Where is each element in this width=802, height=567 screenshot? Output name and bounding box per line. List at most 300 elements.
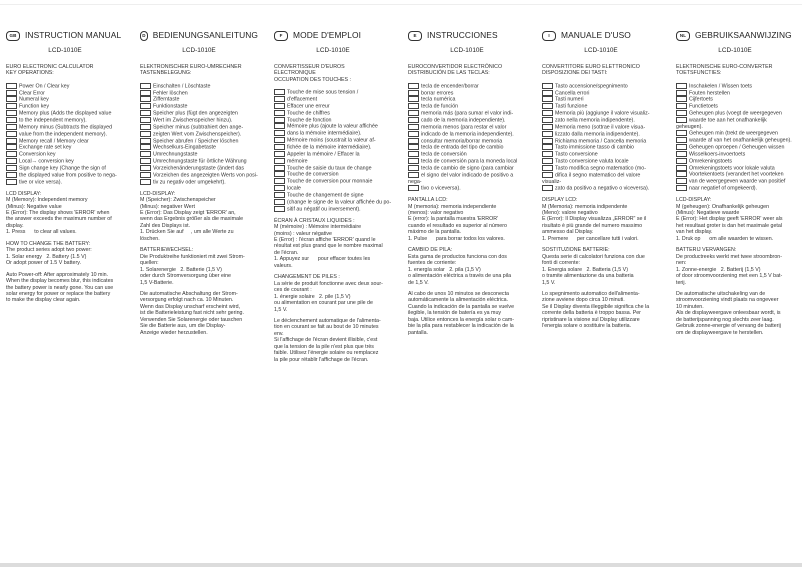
text-line: Le déclenchement automatique de l'alimenta- xyxy=(274,317,381,324)
column-header xyxy=(6,30,124,41)
text-line: Fouten herstellen xyxy=(689,89,730,96)
text-line: Cuando la indicación de la pantalla se vuelve xyxy=(408,303,515,310)
text-line: (menos): valor negativo xyxy=(408,209,464,216)
text-line: ammesso dal Display. xyxy=(542,229,594,236)
text-line: E (Error): The display shows 'ERROR' when xyxy=(6,209,110,216)
text-line: pantalla. xyxy=(408,329,429,336)
key-icon xyxy=(676,90,687,96)
text-line: Tasto immissione tasso di cambio xyxy=(555,144,634,151)
key-icon xyxy=(274,110,285,116)
text-line: Vorzeichen des angezeigten Werts von posi- xyxy=(153,172,258,179)
key-icon xyxy=(542,103,553,109)
key-icon xyxy=(676,137,687,143)
text-line: zione avviene dopo circa 10 minuti. xyxy=(542,297,625,304)
text-line: fichée de la mémoire intermédiaire). xyxy=(287,144,372,151)
text-line: DISPLAY LCD: xyxy=(542,197,578,204)
text-line: Si l'affichage de l'écran devient illisible, c'est xyxy=(274,337,378,344)
text-line: van het display. xyxy=(676,229,713,236)
text-line: d'effacement xyxy=(287,96,318,103)
key-icon xyxy=(6,144,17,150)
column-e xyxy=(408,30,526,336)
column-header xyxy=(408,30,526,41)
column-title: MODE D'EMPLOI xyxy=(293,30,362,41)
key-icon xyxy=(542,83,553,89)
key-icon xyxy=(408,144,419,150)
key-icon xyxy=(140,83,151,89)
text-line: (Meno): valore negativo xyxy=(542,209,598,216)
key-icon xyxy=(274,158,285,164)
text-line: M (geheugen): Onafhankelijk geheugen xyxy=(676,203,770,210)
column-d xyxy=(140,30,258,336)
text-line: wenn das Ergebnis größer als die maximale xyxy=(140,216,244,223)
text-line: Umrechnungstaste xyxy=(153,151,198,158)
key-icon xyxy=(676,185,687,191)
text-line: om de displayweergave te herstellen. xyxy=(676,329,764,336)
text-line: Functietoets xyxy=(689,103,718,110)
key-icon xyxy=(676,151,687,157)
text-line: Mémoire moins (soustrait la valeur af- xyxy=(287,137,376,144)
column-gb xyxy=(6,30,124,304)
text-line: de l'écran. xyxy=(274,249,299,256)
text-line: valeurs. xyxy=(274,262,293,269)
section-keys xyxy=(676,83,794,192)
key-icon xyxy=(274,178,285,184)
key-icon xyxy=(140,90,151,96)
text-line: When the display becomes blur, this indicates xyxy=(6,278,114,285)
text-line: Numeral key xyxy=(19,96,49,103)
key-icon xyxy=(6,110,17,116)
text-line: consultar memoria/borrar memoria xyxy=(421,138,503,144)
text-line: Touche de mise sous tension / xyxy=(287,89,359,96)
language-badge: I xyxy=(542,31,556,41)
text-line: baja. Utilice entonces la energía solar o cam- xyxy=(408,316,514,323)
text-line: 1. energía solar 2. pila (1,5 V) xyxy=(408,266,481,273)
text-line: (Minus): Negative value xyxy=(6,203,62,210)
text-line: dans la mémoire intermédiaire). xyxy=(287,130,362,137)
text-line: 1. énergie solaire 2. pile (1,5 V) xyxy=(274,293,351,300)
text-line: cuando el resultado es superior al número xyxy=(408,222,507,229)
key-icon xyxy=(542,90,553,96)
key-icon xyxy=(6,117,17,123)
text-line: Touche de conversion xyxy=(287,171,339,178)
text-line: borrar errores xyxy=(421,89,454,96)
text-line: Wisselkoers-invoertoets xyxy=(689,151,746,158)
text-line: solar energy for power or replace the battery xyxy=(6,290,111,297)
text-line: Voortekentoets (verandert het voorteken xyxy=(689,171,784,178)
text-line: Memoria più (aggiunge il valore visualiz- xyxy=(555,110,650,117)
text-line: löschen. xyxy=(140,235,160,242)
model-number: LCD-1010E xyxy=(182,47,216,54)
column-header xyxy=(274,30,392,41)
text-line: résultat est plus grand que le nombre maximal xyxy=(274,243,383,250)
key-icon xyxy=(408,103,419,109)
text-line: terij. xyxy=(676,279,687,286)
text-line: Mémoire plus (ajoute la valeur affichée xyxy=(287,123,378,130)
section-keys xyxy=(140,83,258,186)
text-line: Tasti numeri xyxy=(555,96,584,103)
text-line: value from the independent memory). xyxy=(19,131,108,138)
key-icon xyxy=(274,137,285,143)
section-auto-off xyxy=(274,318,392,363)
text-line: to the independent memory). xyxy=(19,117,87,124)
model-number: LCD-1010E xyxy=(316,47,350,54)
key-icon xyxy=(408,124,419,130)
text-line: nen: xyxy=(676,260,687,267)
column-i xyxy=(542,30,660,330)
text-line: de batterijspanning nog slechts zeer laag. xyxy=(676,316,774,323)
text-line: E (Error) : l'écran affiche 'ERROR' quand le xyxy=(274,237,376,243)
key-icon xyxy=(274,199,285,205)
text-line: Or adopt power of 1.5 V battery. xyxy=(6,260,81,267)
text-line: Clear Error xyxy=(19,89,45,96)
key-icon xyxy=(408,131,419,137)
text-line: to make the display clear again. xyxy=(6,297,81,304)
text-line: locale xyxy=(287,185,301,192)
text-line: indicado de la memoria independiente). xyxy=(421,131,514,138)
top-rule xyxy=(0,4,802,5)
text-line: oder durch Stromversorgung über eine xyxy=(140,273,231,280)
text-line: la pile pour rétablir l'affichage de l'écran. xyxy=(274,356,369,363)
text-line: tion en courant se fait au bout de 10 minutes xyxy=(274,324,379,331)
text-line: tecla de entrada del tipo de cambio xyxy=(421,144,504,151)
key-icon xyxy=(140,96,151,102)
text-line: risultato è più grande del numero massimo xyxy=(542,222,643,229)
text-line: 1,5 V. xyxy=(542,279,556,286)
section-keys xyxy=(6,83,124,186)
key-icon xyxy=(542,144,553,150)
column-title: GEBRUIKSAANWIJZING xyxy=(695,30,792,41)
key-icon xyxy=(408,96,419,102)
text-line: SOSTITUZIONE BATTERIE: xyxy=(542,247,610,254)
text-line: ces de courant : xyxy=(274,287,312,294)
section-keys xyxy=(542,83,660,192)
intro: ELEKTRONISCHE EURO-CONVERTER TOETSFUNCTIES: xyxy=(676,63,773,77)
text-line: LCD DISPLAY: xyxy=(6,190,42,197)
key-icon xyxy=(6,131,17,137)
key-icon xyxy=(274,192,285,198)
key-icon xyxy=(408,151,419,157)
text-line: versorgung erfolgt nach ca. 10 Minuten. xyxy=(140,297,234,304)
text-line: tecla de función xyxy=(421,103,459,110)
section-lcd xyxy=(274,218,392,270)
text-line: Local→ conversion key xyxy=(19,158,74,165)
text-line: 1. Press to clear all values. xyxy=(6,229,77,236)
key-icon xyxy=(140,131,151,137)
key-icon xyxy=(542,96,553,102)
text-line: Sie die Batterie aus, um die Display- xyxy=(140,323,226,330)
language-badge: D xyxy=(140,31,148,41)
section-battery xyxy=(676,247,794,286)
text-line: Gebruik zonne-energie of vervang de batterij xyxy=(676,323,781,330)
text-line: 1. Solar energy 2. Battery (1.5 V) xyxy=(6,253,87,260)
text-line: 10 minuten. xyxy=(676,303,704,310)
key-icon xyxy=(542,165,553,171)
key-icon xyxy=(676,158,687,164)
text-line: Speicher plus (fügt den angezeigten xyxy=(153,110,238,117)
key-icon xyxy=(6,83,17,89)
key-icon xyxy=(408,138,419,144)
text-line: 1. Appuyez sur pour effacer toutes les xyxy=(274,256,371,263)
column-f xyxy=(274,30,392,363)
text-line: sitif au négatif ou inversement). xyxy=(287,206,361,213)
section-battery xyxy=(140,247,258,286)
text-line: Die automatische Abschaltung der Strom- xyxy=(140,290,238,297)
text-line: Tasti funzione xyxy=(555,103,588,110)
intro: EUROCONVERTIDOR ELECTRÓNICO DISTRIBUCIÓN DE LAS TECLAS: xyxy=(408,63,503,77)
key-icon xyxy=(676,130,687,136)
text-line: Exchange rate set key xyxy=(19,144,72,151)
text-line: Zifferntaste xyxy=(153,96,180,103)
section-auto-off xyxy=(542,291,660,330)
key-icon xyxy=(274,89,285,95)
text-line: Wenn das Display unscharf erscheint wird, xyxy=(140,303,240,310)
column-nl xyxy=(676,30,794,336)
text-line: 1,5 V-Batterie. xyxy=(140,279,174,286)
column-title: MANUALE D'USO xyxy=(561,30,631,41)
text-line: Tasto conversione valuta locale xyxy=(555,158,629,165)
section-battery xyxy=(274,274,392,313)
text-line: the answer exceeds the maximum number of xyxy=(6,216,112,223)
key-icon xyxy=(542,185,553,191)
key-icon xyxy=(676,103,687,109)
column-title: BEDIENUNGSANLEITUNG xyxy=(152,30,258,41)
key-icon xyxy=(274,103,285,109)
text-line: CHANGEMENT DE PILES : xyxy=(274,274,340,281)
text-line: quellen: xyxy=(140,260,159,267)
text-line: o alimentación eléctrica a través de una pila xyxy=(408,273,512,280)
section-auto-off xyxy=(6,272,124,304)
key-icon xyxy=(6,179,17,185)
key-icon xyxy=(140,103,151,109)
text-line: Speicher minus (subtrahiert den ange- xyxy=(153,124,244,131)
text-line: LCD-DISPLAY: xyxy=(140,190,176,197)
model-number: LCD-1010E xyxy=(48,47,82,54)
key-icon xyxy=(408,90,419,96)
key-icon xyxy=(140,151,151,157)
text-line: 1. Drücken Sie auf , um alle Werte zu xyxy=(140,229,234,236)
section-keys xyxy=(274,89,392,212)
key-icon xyxy=(6,165,17,171)
column-header xyxy=(676,30,794,41)
text-line: E (error): la pantalla muestra 'ERROR' xyxy=(408,216,499,223)
text-line: the battery power is nearly gone. You can use xyxy=(6,284,114,291)
section-lcd xyxy=(676,197,794,242)
text-line: display. xyxy=(6,222,24,229)
key-icon xyxy=(542,131,553,137)
text-line: bie la pila para restablecer la indicación de la xyxy=(408,323,514,330)
key-icon xyxy=(408,172,419,178)
text-line: Als de displayweergave onleesbaar wordt, is xyxy=(676,310,781,317)
text-line: Esta gama de productos funciona con dos xyxy=(408,253,507,260)
key-icon xyxy=(542,151,553,157)
key-icon xyxy=(140,144,151,150)
text-line: cado de la memoria independiente). xyxy=(421,117,506,124)
language-badge: F xyxy=(274,31,288,41)
text-line: Touche de changement de signe xyxy=(287,192,364,199)
text-line: automáticamente la alimentación eléctrica. xyxy=(408,297,509,304)
section-auto-off xyxy=(140,291,258,336)
text-line: PANTALLA LCD: xyxy=(408,197,448,204)
text-line: Memory plus (Adds the displayed value xyxy=(19,110,112,117)
text-line: E (Error): Il Display visualizza „ERROR" se il xyxy=(542,216,647,223)
key-icon xyxy=(140,165,151,171)
text-line: Conversion key xyxy=(19,151,56,158)
key-icon xyxy=(408,83,419,89)
text-line: Memoria meno (sottrae il valore visua- xyxy=(555,124,646,131)
key-icon xyxy=(140,172,151,178)
text-line: tecla de encender/borrar xyxy=(421,83,479,90)
key-icon xyxy=(140,110,151,116)
text-line: Tasto conversione xyxy=(555,151,598,158)
key-icon xyxy=(408,165,419,171)
key-icon xyxy=(6,96,17,102)
text-line: o tramite alimentazione da una batteria xyxy=(542,273,634,280)
text-line: 1. Pulse para borrar todos los valores. xyxy=(408,235,505,242)
key-icon xyxy=(408,117,419,123)
text-line: difica il segno matematico del valore visualiz- xyxy=(542,172,642,185)
key-icon xyxy=(274,96,285,102)
key-icon xyxy=(274,165,285,171)
key-icon xyxy=(676,83,687,89)
text-line: Touche de fonction xyxy=(287,117,332,124)
text-line: M (mémoire) : Mémoire intermédiaire xyxy=(274,224,362,231)
text-line: el signo del valor indicado de positivo a nega- xyxy=(408,172,515,185)
text-line: Geheugen plus (voegt de weergegeven xyxy=(689,110,782,117)
section-lcd xyxy=(542,197,660,242)
text-line: máximo de la pantalla. xyxy=(408,229,461,236)
key-icon xyxy=(542,138,553,144)
text-line: faible. Utilisez l'énergie solaire ou remplacez xyxy=(274,350,379,357)
key-icon xyxy=(542,172,553,178)
key-icon xyxy=(676,96,687,102)
text-line: HOW TO CHANGE THE BATTERY: xyxy=(6,240,91,247)
key-icon xyxy=(408,158,419,164)
text-line: of door stroomvoorziening met een 1,5 V bat- xyxy=(676,273,783,280)
text-line: corrente della batteria è troppo bassa. Per xyxy=(542,310,641,317)
key-icon xyxy=(676,165,687,171)
text-line: Inschakelen / Wissen toets xyxy=(689,83,753,90)
intro: CONVERTISSEUR D'EUROS ÉLECTRONIQUE OCCUPATION DES TOUCHES : xyxy=(274,63,352,83)
intro: ELEKTRONISCHER EURO-UMRECHNER TASTENBELEGUNG: xyxy=(140,63,242,77)
text-line: De productreeks werkt met twee stroombron- xyxy=(676,253,782,260)
text-line: waarde af van het onafhankelijk geheugen). xyxy=(689,137,792,144)
text-line: Geheugen oproepen / Geheugen wissen xyxy=(689,144,785,151)
key-icon xyxy=(140,117,151,123)
model-number: LCD-1010E xyxy=(584,47,618,54)
section-lcd xyxy=(6,191,124,236)
key-icon xyxy=(274,206,285,212)
text-line: tiv zu negativ oder umgekehrt). xyxy=(153,179,226,186)
text-line: Zahl des Displays ist. xyxy=(140,222,191,229)
text-line: Al cabo de unos 10 minutos se desconecta xyxy=(408,290,510,297)
footer-bar xyxy=(0,563,802,567)
key-icon xyxy=(676,178,687,184)
text-line: het resultaat groter is dan het maximale getal xyxy=(676,222,782,229)
text-line: 1. Energia solare 2. Batteria (1,5 V) xyxy=(542,266,628,273)
text-line: stroomvoorziening vindt plaats na ongeveer xyxy=(676,297,779,304)
key-icon xyxy=(676,144,687,150)
key-icon xyxy=(6,158,17,164)
text-line: zato da positivo a negativo o viceversa). xyxy=(555,185,650,192)
text-line: Memory minus (Subtracts the displayed xyxy=(19,124,113,131)
text-line: memoria más (para sumar el valor indi- xyxy=(421,110,514,117)
text-line: 1. Premere per cancellare tutti i valori. xyxy=(542,235,639,242)
section-battery xyxy=(542,247,660,286)
text-line: van de weergegeven waarde van positief xyxy=(689,178,786,185)
text-line: env. xyxy=(274,330,284,337)
language-badge: E xyxy=(408,31,422,41)
text-line: Wert im Zwischenspeicher hinzu). xyxy=(153,117,233,124)
text-line: Umrechnungstaste für örtliche Währung xyxy=(153,158,247,165)
text-line: Function key xyxy=(19,103,50,110)
key-icon xyxy=(676,117,687,123)
text-line: zato nella memoria indipendente). xyxy=(555,117,635,124)
text-line: Questa serie di calcolatori funziona con due xyxy=(542,253,645,260)
key-icon xyxy=(6,103,17,109)
text-line: naar negatief of omgekeerd). xyxy=(689,185,758,192)
key-icon xyxy=(408,185,419,191)
text-line: Se il Display diventa illeggibile significa che la xyxy=(542,303,650,310)
text-line: l'energia solare o sostituire la batteria. xyxy=(542,323,632,330)
text-line: tecla numérica xyxy=(421,96,456,103)
key-icon xyxy=(542,158,553,164)
text-line: Sign change key (Change the sign of xyxy=(19,165,106,172)
text-line: ilegible, la tensión de batería es ya muy xyxy=(408,310,502,317)
key-icon xyxy=(542,117,553,123)
key-icon xyxy=(140,179,151,185)
text-line: M (Memory): Independent memory xyxy=(6,197,88,204)
text-line: Die Produktreihe funktioniert mit zwei Strom- xyxy=(140,253,245,260)
text-line: Vorzeichenänderungstaste (ändert das xyxy=(153,165,244,172)
text-line: tive or vice versa). xyxy=(19,179,62,186)
text-line: M (Speicher): Zwischenspeicher xyxy=(140,197,216,204)
text-line: waarde toe aan het onafhankelijk geheugen). xyxy=(676,117,769,130)
key-icon xyxy=(676,171,687,177)
section-auto-off xyxy=(408,291,526,336)
text-line: Lo spegnimento automatico dell'alimenta- xyxy=(542,290,640,297)
key-icon xyxy=(274,117,285,123)
key-icon xyxy=(274,130,285,136)
intro: EURO ELECTRONIC CALCULATOR KEY OPERATIONS: xyxy=(6,63,94,77)
text-line: tecla de conversión para la moneda local xyxy=(421,158,518,165)
text-line: BATTERIJ VERVANGEN: xyxy=(676,247,737,254)
text-line: Tasto accensione/spegnimento xyxy=(555,83,628,90)
text-line: 1. Druk op om alle waarden te wissen. xyxy=(676,235,774,242)
section-battery xyxy=(6,241,124,267)
column-title: INSTRUCCIONES xyxy=(427,30,498,41)
text-line: Cijfertoets xyxy=(689,96,713,103)
text-line: fuentes de corriente: xyxy=(408,260,457,267)
key-icon xyxy=(676,110,687,116)
text-line: ou alimentation en courant par une pile de xyxy=(274,300,373,307)
text-line: De automatische uitschakeling van de xyxy=(676,290,766,297)
text-line: ist die Batterieleistung fast nicht sehr gering. xyxy=(140,310,244,317)
key-icon xyxy=(274,151,285,157)
text-line: Verwenden Sie Solarenergie oder tauschen xyxy=(140,316,243,323)
text-line: E (Error): Das Display zeigt 'ERROR' an, xyxy=(140,209,236,216)
key-icon xyxy=(274,123,285,129)
text-line: Appeler la mémoire / Effacer la xyxy=(287,151,360,158)
column-header xyxy=(542,30,660,41)
key-icon xyxy=(542,124,553,130)
text-line: tecla de conversión xyxy=(421,151,467,158)
text-line: fonti di corrente: xyxy=(542,260,580,267)
language-badge: GB xyxy=(6,31,20,41)
text-line: Geheugen min (trekt de weergegeven xyxy=(689,130,778,137)
text-line: Wechselkurs-Eingabetaste xyxy=(153,144,216,151)
text-line: 1,5 V. xyxy=(274,306,288,313)
language-badge: NL xyxy=(676,31,690,41)
